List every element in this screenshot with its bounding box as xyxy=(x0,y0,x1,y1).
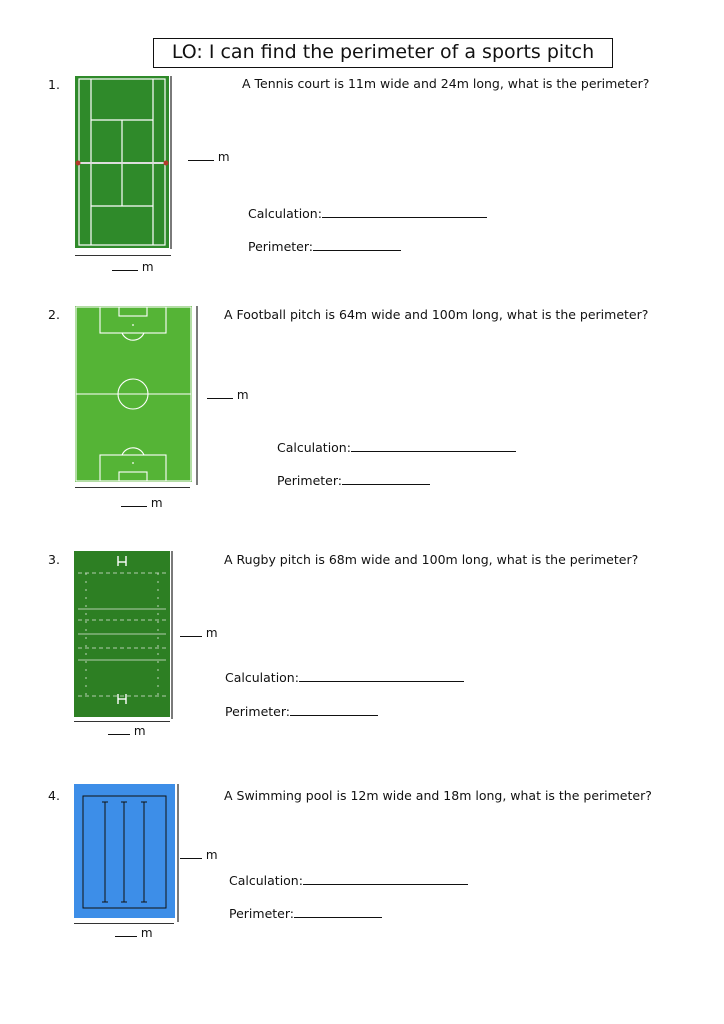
calculation-field[interactable]: Calculation: xyxy=(225,670,464,685)
question-number: 2. xyxy=(48,307,60,322)
width-answer[interactable]: m xyxy=(121,496,163,510)
length-answer[interactable]: m xyxy=(207,388,249,402)
calculation-field[interactable]: Calculation: xyxy=(248,206,487,221)
question-text: A Football pitch is 64m wide and 100m long, what is the perimeter? xyxy=(224,307,649,322)
width-measure-line xyxy=(74,721,170,722)
perimeter-field[interactable]: Perimeter: xyxy=(277,473,430,488)
question-text: A Rugby pitch is 68m wide and 100m long, what is the perimeter? xyxy=(224,552,639,567)
width-answer[interactable]: m xyxy=(112,260,154,274)
perimeter-field[interactable]: Perimeter: xyxy=(225,704,378,719)
width-answer[interactable]: m xyxy=(108,724,146,738)
length-answer[interactable]: m xyxy=(180,626,218,640)
calculation-field[interactable]: Calculation: xyxy=(277,440,516,455)
question-text: A Swimming pool is 12m wide and 18m long, what is the perimeter? xyxy=(224,788,652,803)
calculation-field[interactable]: Calculation: xyxy=(229,873,468,888)
page-title: LO: I can find the perimeter of a sports pitch xyxy=(153,38,613,68)
width-measure-line xyxy=(75,255,171,256)
perimeter-field[interactable]: Perimeter: xyxy=(229,906,382,921)
width-measure-line xyxy=(74,923,174,924)
question-text: A Tennis court is 11m wide and 24m long, what is the perimeter? xyxy=(242,76,650,91)
width-measure-line xyxy=(75,487,190,488)
length-answer[interactable]: m xyxy=(188,150,230,164)
perimeter-field[interactable]: Perimeter: xyxy=(248,239,401,254)
question-number: 4. xyxy=(48,788,60,803)
question-number: 3. xyxy=(48,552,60,567)
question-number: 1. xyxy=(48,77,60,92)
swimming-pool-diagram xyxy=(74,784,184,926)
football-pitch-diagram xyxy=(75,306,205,491)
length-answer[interactable]: m xyxy=(180,848,218,862)
width-answer[interactable]: m xyxy=(115,926,153,940)
tennis-court-diagram xyxy=(75,76,187,256)
